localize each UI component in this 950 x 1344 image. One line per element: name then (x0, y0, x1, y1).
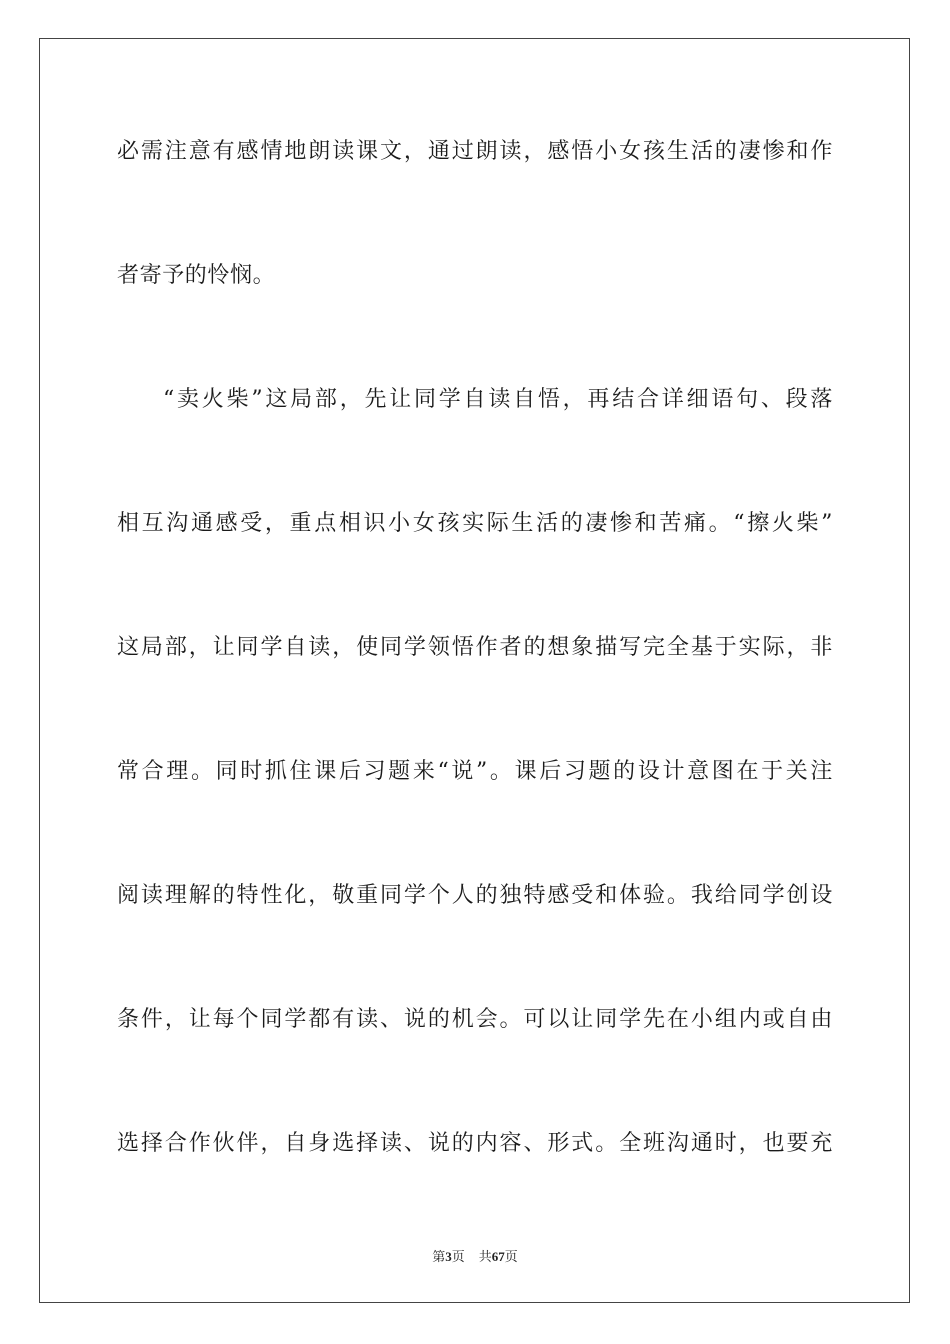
text-line-4: 相互沟通感受，重点相识小女孩实际生活的凄惨和苦痛。“擦火柴” (117, 511, 833, 536)
text-line-8: 条件，让每个同学都有读、说的机会。可以让同学先在小组内或自由 (117, 1007, 833, 1032)
text-line-9: 选择合作伙伴，自身选择读、说的内容、形式。全班沟通时，也要充 (117, 1131, 833, 1156)
text-line-6: 常合理。同时抓住课后习题来“说”。课后习题的设计意图在于关注 (117, 759, 833, 784)
page-footer (0, 1248, 950, 1267)
page-border (39, 38, 910, 1303)
text-line-2: 者寄予的怜悯。 (117, 263, 276, 288)
page-prefix: 第 (432, 1250, 446, 1265)
text-line-7: 阅读理解的特性化，敬重同学个人的独特感受和体验。我给同学创设 (117, 883, 833, 908)
page-number: 3 (445, 1249, 452, 1264)
text-line-5: 这局部，让同学自读，使同学领悟作者的想象描写完全基于实际，非 (117, 635, 833, 660)
total-prefix: 共 (478, 1250, 492, 1265)
text-line-1: 必需注意有感情地朗读课文，通过朗读，感悟小女孩生活的凄惨和作 (117, 139, 833, 164)
total-suffix: 页 (504, 1250, 518, 1265)
total-pages: 67 (491, 1249, 505, 1264)
page-suffix: 页 (451, 1250, 465, 1265)
text-line-3: “卖火柴”这局部，先让同学自读自悟，再结合详细语句、段落 (163, 387, 833, 412)
